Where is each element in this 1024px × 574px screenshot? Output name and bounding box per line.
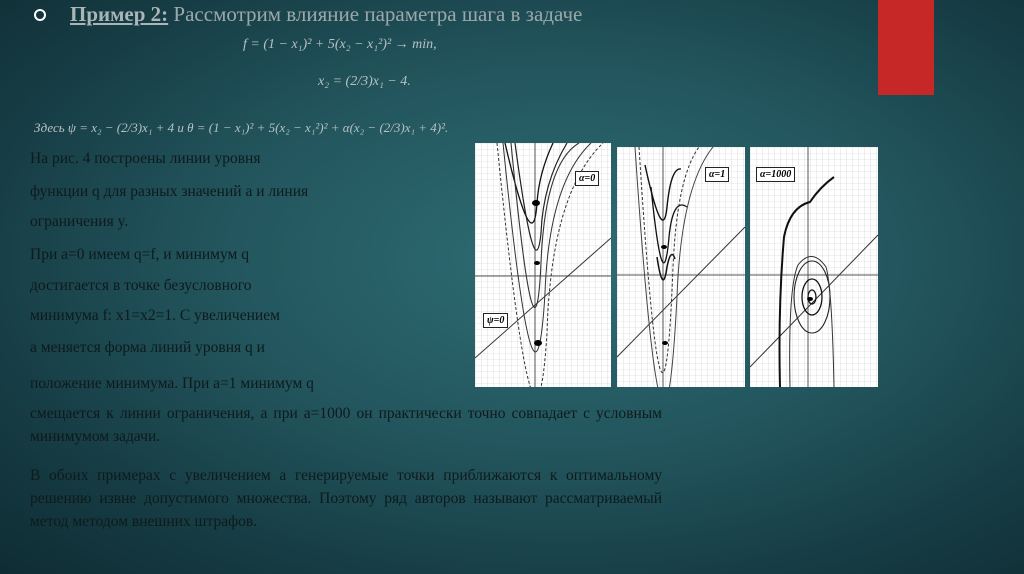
figure-panel-alpha-1 [617,147,745,387]
figure-panel-alpha-0 [475,143,611,387]
level-lines-plot-2 [617,147,745,387]
body-line-2: функции q для разных значений a и линия [30,183,309,200]
formula-objective: f = (1 − x₁)² + 5(x₂ − x₁²)² → min, [243,37,437,52]
body-line-8: положение минимума. При a=1 минимум q [30,375,314,392]
body-line-3: ограничения y. [30,213,129,230]
paragraph-continue: смещается к линии ограничения, а при a=1000 он практически точно совпадает с условным минимумом задачи. [30,405,662,445]
body-line-4: При a=0 имеем q=f, и минимум q [30,246,249,263]
body-line-5: достигается в точке безусловного [30,277,252,294]
slide-heading [70,2,582,27]
bullet-icon [34,9,46,21]
alpha-label-3: α=1000 [756,167,795,182]
psi-label: ψ=0 [483,313,508,328]
body-line-1: На рис. 4 построены линии уровня [30,150,261,167]
body-line-6: минимума f: x1=x2=1. С увеличением [30,307,280,324]
alpha-label-1: α=0 [575,171,599,186]
body-line-7: a меняется форма линий уровня q и [30,339,265,356]
figure-panel-alpha-1000 [750,147,878,387]
heading-label: Пример 2: [70,2,169,26]
heading-text: Рассмотрим влияние параметра шага в задаче [168,2,583,26]
alpha-label-2: α=1 [705,167,729,182]
paragraph-final: В обоих примерах с увеличением a генерируемые точки приближаются к оптимальному решению извне допустимого множества. Поэтому ряд авторов называют рассматриваемый метод методом внешних штрафов. [30,467,662,530]
formula-constraint: x₂ = (2/3)x₁ − 4. [318,74,411,89]
level-lines-plot-3 [750,147,878,387]
formula-here: Здесь ψ = x₂ − (2/3)x₁ + 4 и θ = (1 − x₁)² + 5(x₂ − x₁²)² + α(x₂ − (2/3)x₁ + 4)². [34,120,449,135]
accent-bar [878,0,934,95]
